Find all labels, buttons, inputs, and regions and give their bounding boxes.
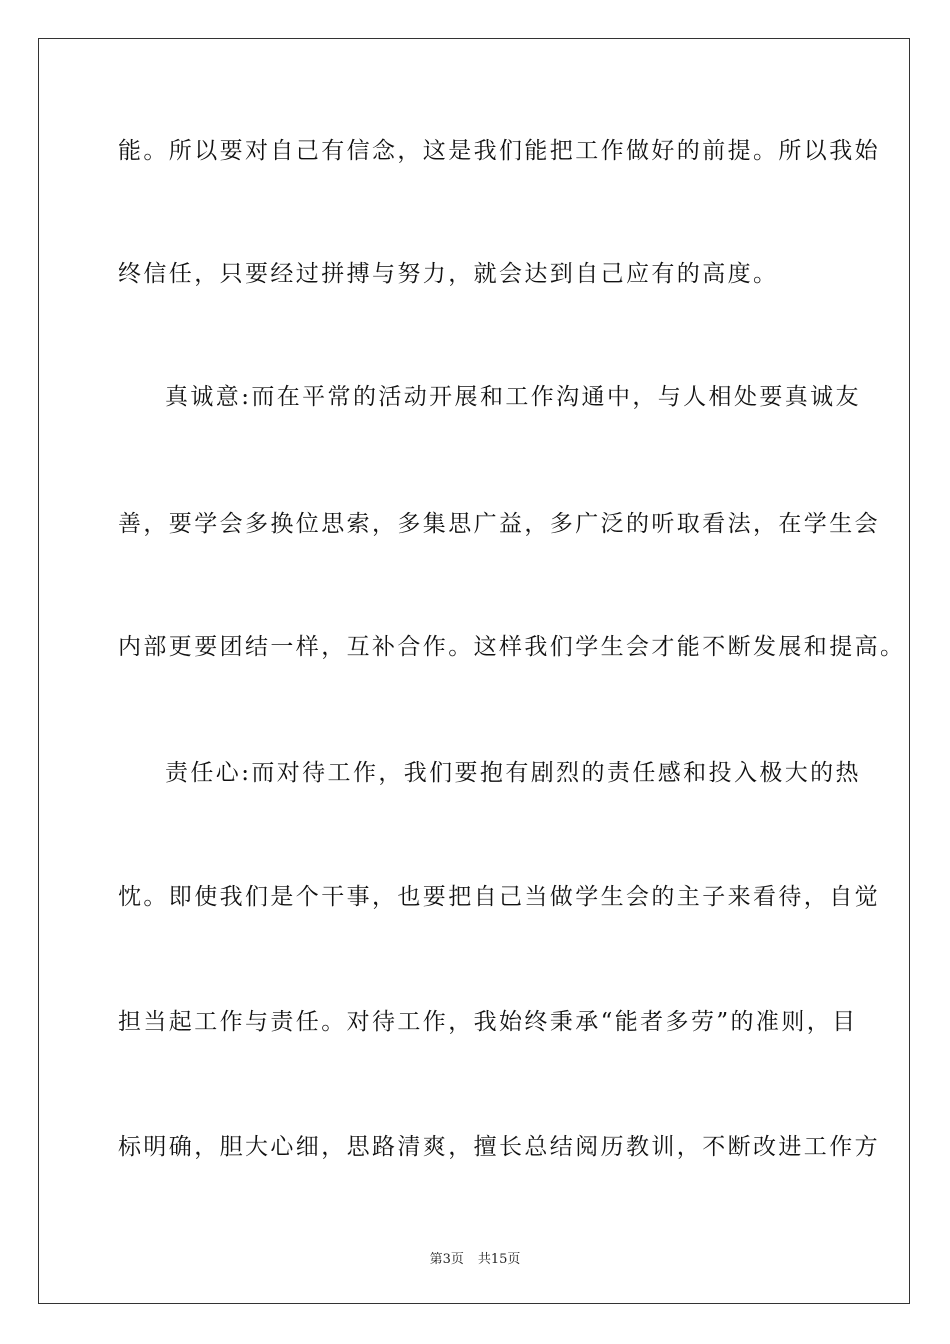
page-footer: [0, 1248, 950, 1267]
text-line: 能。所以要对自己有信念，这是我们能把工作做好的前提。所以我始: [118, 138, 880, 164]
text-line: 终信任，只要经过拼搏与努力，就会达到自己应有的高度。: [118, 261, 779, 287]
page-border: [38, 38, 910, 1304]
text-line: 责任心:而对待工作，我们要抱有剧烈的责任感和投入极大的热: [165, 760, 861, 786]
text-line: 善，要学会多换位思索，多集思广益，多广泛的听取看法，在学生会: [118, 511, 880, 537]
text-line: 真诚意:而在平常的活动开展和工作沟通中，与人相处要真诚友: [165, 384, 861, 410]
text-line: 担当起工作与责任。对待工作，我始终秉承“能者多劳”的准则，目: [118, 1009, 858, 1035]
text-line: 忱。即使我们是个干事，也要把自己当做学生会的主子来看待，自觉: [118, 884, 880, 910]
page-number: 第3页: [429, 1252, 464, 1267]
text-line: 标明确，胆大心细，思路清爽，擅长总结阅历教训，不断改进工作方: [118, 1134, 880, 1160]
page-total: 共15页: [477, 1252, 521, 1267]
text-line: 内部更要团结一样，互补合作。这样我们学生会才能不断发展和提高。: [118, 634, 906, 660]
